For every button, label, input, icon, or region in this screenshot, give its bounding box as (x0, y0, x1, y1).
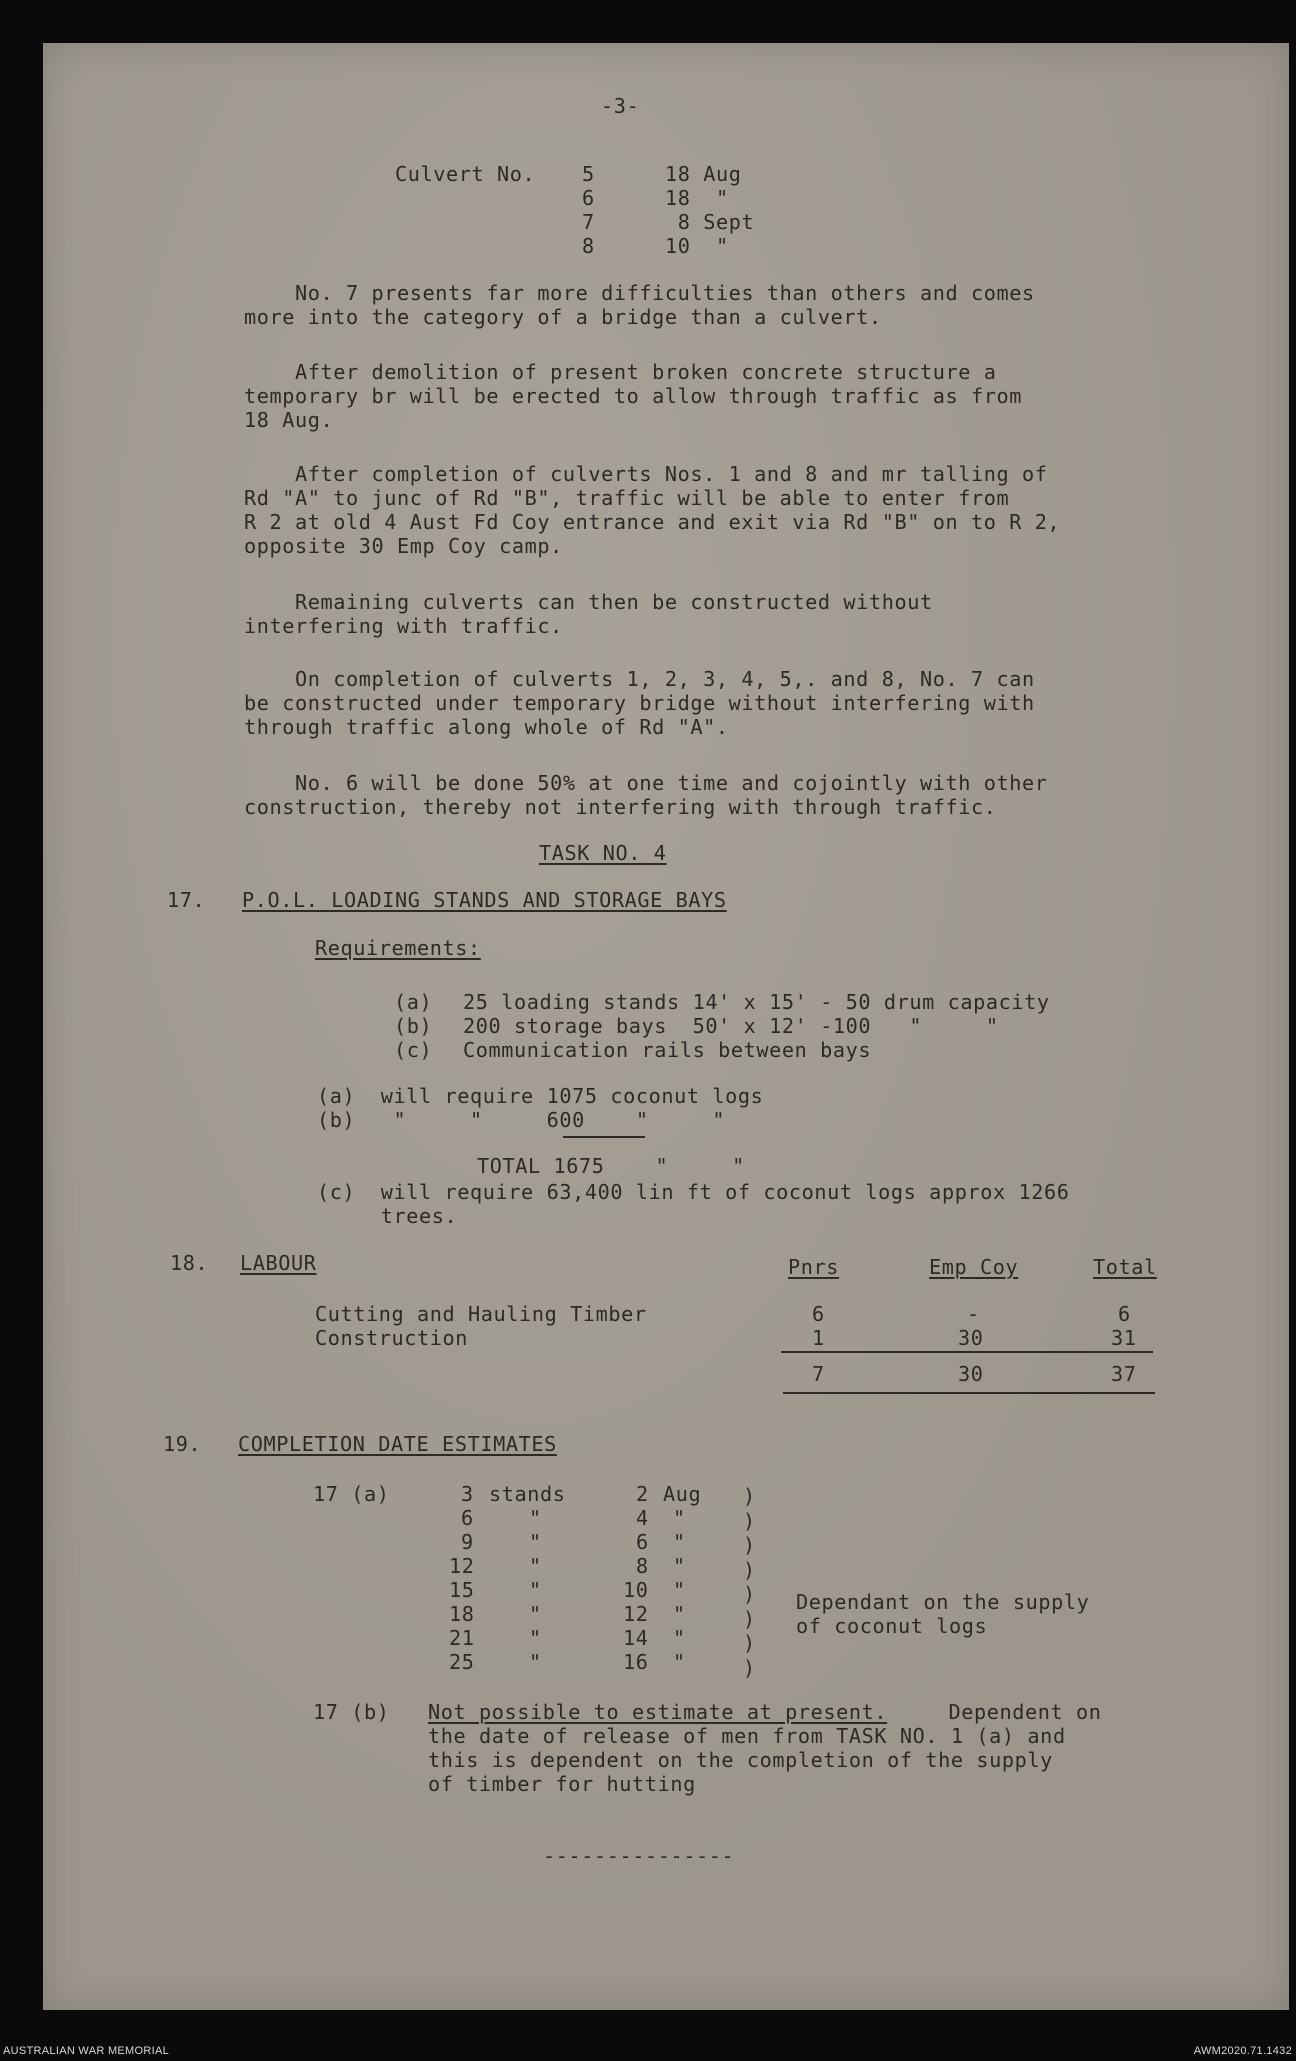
culvert-no: 8 (582, 234, 595, 258)
note-line: the date of release of men from TASK NO. 1 (a) and (428, 1724, 1066, 1748)
schedule-unit: " (529, 1578, 542, 1602)
labour-pnrs: 6 (812, 1302, 825, 1326)
total-rule (563, 1136, 645, 1138)
requirements-label: Requirements: (315, 936, 481, 960)
note-line: of timber for hutting (428, 1772, 696, 1796)
schedule-day: 6 (636, 1530, 649, 1554)
schedule-stands: 9 (461, 1530, 474, 1554)
requirement-key: (c) (394, 1038, 433, 1062)
schedule-month: " (673, 1506, 686, 1530)
schedule-month: " (673, 1650, 686, 1674)
schedule-day: 2 (636, 1482, 649, 1506)
column-header: Pnrs (788, 1255, 840, 1279)
culvert-date: 8 Sept (665, 210, 755, 234)
footer-source: AUSTRALIAN WAR MEMORIAL (3, 2045, 170, 2057)
sum-rule (781, 1351, 1153, 1353)
labour-total: 6 (1118, 1302, 1131, 1326)
section-title: LABOUR (240, 1251, 317, 1275)
schedule-unit: stands (489, 1482, 566, 1506)
culvert-no: 5 (582, 162, 595, 186)
logs-line-c: trees. (317, 1204, 458, 1228)
schedule-stands: 6 (461, 1506, 474, 1530)
labour-row-label: Construction (315, 1326, 469, 1350)
paragraph-line: be constructed under temporary bridge without interfering with (244, 691, 1035, 715)
dependency-note: of coconut logs (796, 1614, 988, 1638)
requirement-text: 200 storage bays 50' x 12' -100 " " (463, 1014, 999, 1038)
note-underlined: Not possible to estimate at present. (428, 1700, 888, 1724)
paragraph-line: After completion of culverts Nos. 1 and 8 and mr talling of (244, 462, 1048, 486)
labour-row-label: Cutting and Hauling Timber (315, 1302, 647, 1326)
paragraph-line: Rd "A" to junc of Rd "B", traffic will be able to enter from (244, 486, 1010, 510)
schedule-unit: " (529, 1602, 542, 1626)
paragraph-line: Remaining culverts can then be constructed without (244, 590, 933, 614)
task-heading: TASK NO. 4 (539, 841, 667, 865)
schedule-stands: 3 (461, 1482, 474, 1506)
culvert-no: 6 (582, 186, 595, 210)
culvert-label: Culvert No. (395, 162, 536, 186)
section-title: P.O.L. LOADING STANDS AND STORAGE BAYS (242, 888, 727, 912)
page-number: -3- (601, 94, 640, 118)
section-number: 18. (170, 1251, 209, 1275)
document-page (43, 43, 1289, 2010)
section-number: 17. (167, 888, 206, 912)
culvert-date: 18 Aug (665, 162, 742, 186)
footer-reference: AWM2020.71.1432 (1193, 2045, 1292, 2057)
paragraph-line: construction, thereby not interfering with through traffic. (244, 795, 997, 819)
requirement-text: 25 loading stands 14' x 15' - 50 drum capacity (463, 990, 1050, 1014)
logs-line-a: (a) will require 1075 coconut logs (317, 1084, 764, 1108)
schedule-unit: " (529, 1650, 542, 1674)
culvert-date: 10 " (665, 234, 729, 258)
schedule-month: " (673, 1530, 686, 1554)
paragraph-line: through traffic along whole of Rd "A". (244, 715, 729, 739)
schedule-stands: 18 (449, 1602, 475, 1626)
logs-line-b: (b) " " 600 " " (317, 1108, 726, 1132)
labour-total-pnrs: 7 (812, 1362, 825, 1386)
schedule-ref: 17 (b) (313, 1700, 390, 1724)
paragraph-line: After demolition of present broken concrete structure a (244, 360, 997, 384)
schedule-unit: " (529, 1554, 542, 1578)
labour-total-emp: 30 (958, 1362, 984, 1386)
schedule-day: 8 (636, 1554, 649, 1578)
paragraph-line: R 2 at old 4 Aust Fd Coy entrance and exit via Rd "B" on to R 2, (244, 510, 1061, 534)
schedule-day: 4 (636, 1506, 649, 1530)
schedule-stands: 15 (449, 1578, 475, 1602)
schedule-month: Aug (663, 1482, 702, 1506)
requirement-key: (a) (394, 990, 433, 1014)
note-rest: Dependent on (923, 1700, 1102, 1724)
bracket: ) ) ) ) ) ) ) ) (743, 1484, 756, 1680)
paragraph-line: On completion of culverts 1, 2, 3, 4, 5,. and 8, No. 7 can (244, 667, 1035, 691)
schedule-ref: 17 (a) (313, 1482, 390, 1506)
schedule-unit: " (529, 1506, 542, 1530)
labour-pnrs: 1 (812, 1326, 825, 1350)
logs-line-c: (c) will require 63,400 lin ft of coconut logs approx 1266 (317, 1180, 1070, 1204)
paragraph-line: No. 6 will be done 50% at one time and cojointly with other (244, 771, 1048, 795)
culvert-no: 7 (582, 210, 595, 234)
logs-total: TOTAL 1675 " " (477, 1154, 745, 1178)
labour-emp: 30 (958, 1326, 984, 1350)
culvert-date: 18 " (665, 186, 729, 210)
section-title: COMPLETION DATE ESTIMATES (238, 1432, 557, 1456)
schedule-day: 12 (623, 1602, 649, 1626)
schedule-month: " (673, 1626, 686, 1650)
schedule-day: 10 (623, 1578, 649, 1602)
column-header: Total (1093, 1255, 1157, 1279)
labour-total-total: 37 (1111, 1362, 1137, 1386)
schedule-day: 14 (623, 1626, 649, 1650)
paragraph-line: interfering with traffic. (244, 614, 563, 638)
schedule-month: " (673, 1578, 686, 1602)
schedule-stands: 25 (449, 1650, 475, 1674)
end-mark: --------------- (543, 1844, 735, 1868)
dependency-note: Dependant on the supply (796, 1590, 1090, 1614)
paragraph-line: opposite 30 Emp Coy camp. (244, 534, 563, 558)
requirement-text: Communication rails between bays (463, 1038, 872, 1062)
note-line: this is dependent on the completion of the supply (428, 1748, 1053, 1772)
paragraph-line: temporary br will be erected to allow through traffic as from (244, 384, 1022, 408)
requirement-key: (b) (394, 1014, 433, 1038)
labour-emp: - (967, 1302, 980, 1326)
schedule-day: 16 (623, 1650, 649, 1674)
labour-total: 31 (1111, 1326, 1137, 1350)
schedule-unit: " (529, 1626, 542, 1650)
schedule-stands: 21 (449, 1626, 475, 1650)
schedule-month: " (673, 1554, 686, 1578)
total-underline (783, 1392, 1155, 1394)
column-header: Emp Coy (929, 1255, 1019, 1279)
paragraph-line: more into the category of a bridge than a culvert. (244, 305, 882, 329)
schedule-month: " (673, 1602, 686, 1626)
schedule-unit: " (529, 1530, 542, 1554)
paragraph-line: 18 Aug. (244, 408, 334, 432)
schedule-stands: 12 (449, 1554, 475, 1578)
section-number: 19. (163, 1432, 202, 1456)
paragraph-line: No. 7 presents far more difficulties than others and comes (244, 281, 1035, 305)
